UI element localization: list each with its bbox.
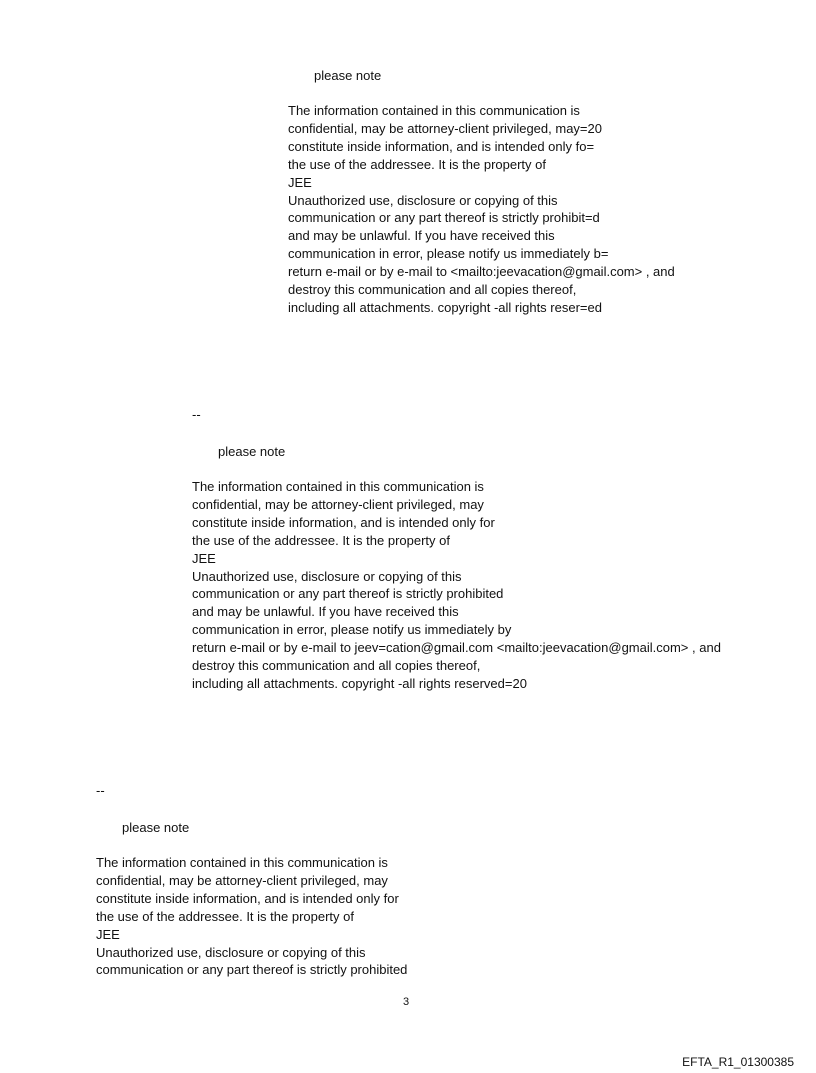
block-2-line: including all attachments. copyright -all rights reserved=20 bbox=[192, 675, 527, 691]
block-3-line: The information contained in this communication is bbox=[96, 855, 388, 870]
block-1-line: JEE bbox=[288, 174, 312, 190]
block-1-line: destroy this communication and all copies thereof, bbox=[288, 282, 577, 298]
block-1-line: Unauthorized use, disclosure or copying of this bbox=[288, 192, 558, 208]
block-1-line: and may be unlawful. If you have received this bbox=[288, 228, 555, 244]
block-1-note-label: please note bbox=[314, 68, 382, 83]
block-2-line: Unauthorized use, disclosure or copying of this bbox=[192, 568, 462, 584]
block-1-line: confidential, may be attorney-client privileged, may=20 bbox=[288, 120, 602, 136]
block-3-line: JEE bbox=[96, 926, 120, 942]
block-2-line: the use of the addressee. It is the property of bbox=[192, 532, 450, 548]
block-2-line: communication in error, please notify us immediately by bbox=[192, 622, 512, 638]
block-3-line: constitute inside information, and is intended only for bbox=[96, 890, 399, 906]
block-1-line: the use of the addressee. It is the property of bbox=[288, 156, 546, 172]
block-1-body bbox=[288, 102, 675, 317]
block-1-line: communication in error, please notify us immediately b= bbox=[288, 246, 609, 262]
block-1-line: communication or any part thereof is strictly prohibit=d bbox=[288, 210, 600, 226]
block-1-line: The information contained in this communication is bbox=[288, 103, 580, 118]
block-3-line: the use of the addressee. It is the property of bbox=[96, 908, 354, 924]
block-3-separator: -- bbox=[96, 783, 105, 798]
block-2-line: confidential, may be attorney-client privileged, may bbox=[192, 496, 484, 512]
block-3-body bbox=[96, 854, 407, 979]
block-2-body bbox=[192, 478, 721, 693]
block-1-line: including all attachments. copyright -all rights reser=ed bbox=[288, 299, 602, 315]
block-2-line: constitute inside information, and is intended only for bbox=[192, 514, 495, 530]
document-id: EFTA_R1_01300385 bbox=[682, 1055, 794, 1069]
block-3-line: Unauthorized use, disclosure or copying of this bbox=[96, 944, 366, 960]
block-2-line: The information contained in this communication is bbox=[192, 479, 484, 494]
page-number: 3 bbox=[403, 996, 410, 1008]
block-2-line: destroy this communication and all copies thereof, bbox=[192, 658, 481, 674]
block-3-line: communication or any part thereof is strictly prohibited bbox=[96, 962, 408, 978]
block-2-line: return e-mail or by e-mail to jeev=cation@gmail.com <mailto:jeevacation@gmail.com> , and bbox=[192, 640, 721, 656]
block-2-line: communication or any part thereof is strictly prohibited bbox=[192, 586, 504, 602]
block-2-separator: -- bbox=[192, 407, 201, 422]
block-2-line: and may be unlawful. If you have received this bbox=[192, 604, 459, 620]
block-2-line: JEE bbox=[192, 550, 216, 566]
block-3-line: confidential, may be attorney-client privileged, may bbox=[96, 872, 388, 888]
block-2-note-label: please note bbox=[218, 444, 286, 459]
block-1-line: return e-mail or by e-mail to <mailto:jeevacation@gmail.com> , and bbox=[288, 264, 675, 280]
block-1-line: constitute inside information, and is intended only fo= bbox=[288, 138, 595, 154]
block-3-note-label: please note bbox=[122, 820, 190, 835]
